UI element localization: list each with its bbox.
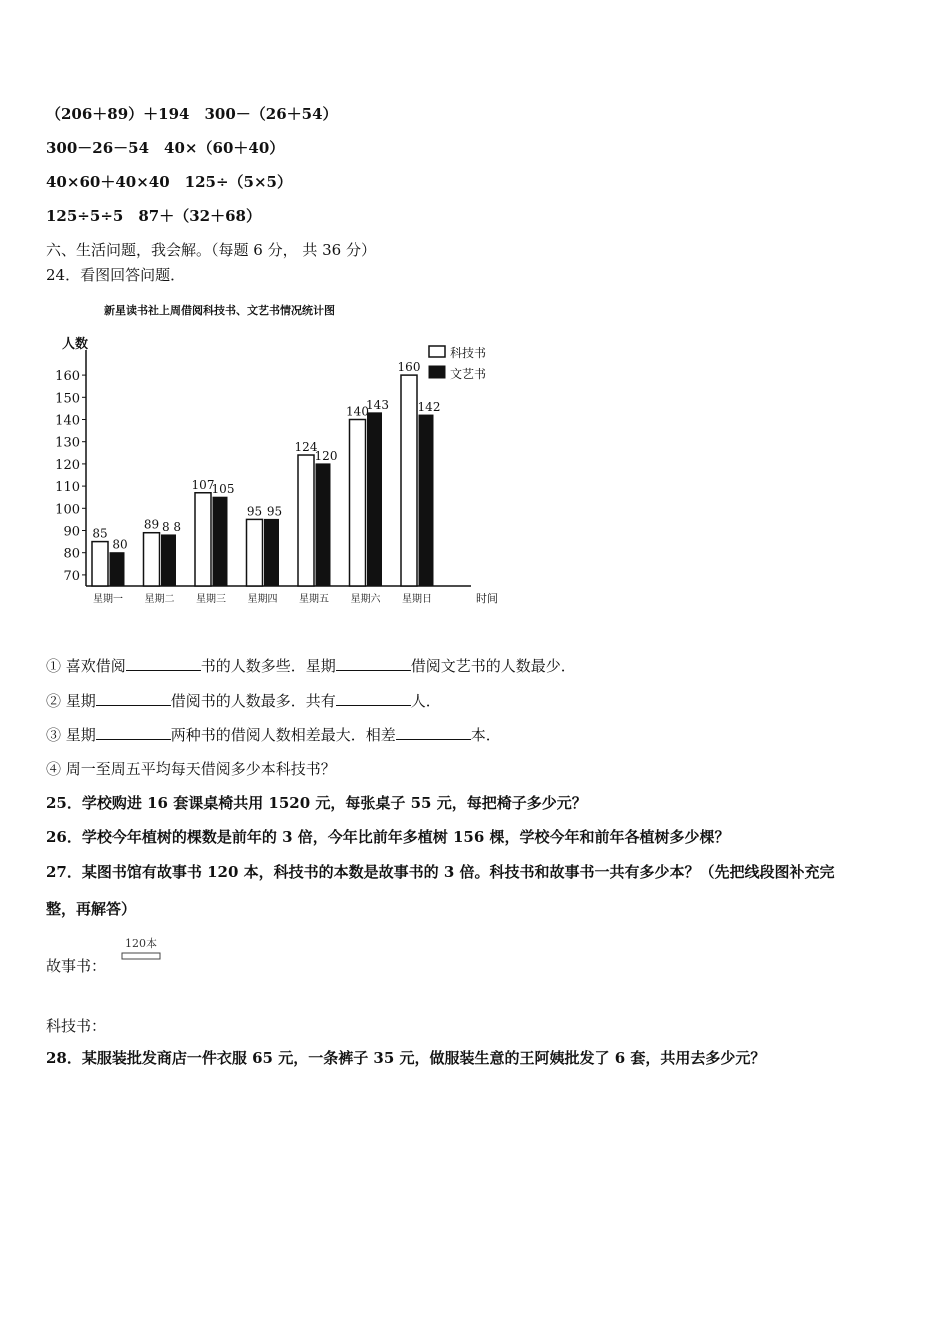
- data-label-literature: 120: [314, 448, 338, 463]
- q24-sub1-text-b: 书的人数多些．星期: [200, 657, 336, 675]
- data-label-science: 85: [92, 526, 108, 541]
- question-24-sub-3: [46, 724, 501, 745]
- science-book-label: 科技书：: [46, 1017, 107, 1035]
- bar-science: [92, 542, 108, 586]
- legend-swatch-literature: [429, 366, 445, 378]
- data-label-literature: 143: [366, 397, 389, 412]
- question-24-title: 24．看图回答问题．: [46, 266, 186, 284]
- calc-row-2: 300－26－54 40×（60＋40）: [46, 139, 285, 157]
- question-24-sub-4: ④ 周一至周五平均每天借阅多少本科技书？: [46, 760, 336, 778]
- calc-row-4: 125÷5÷5 87＋（32＋68）: [46, 207, 261, 225]
- answer-blank[interactable]: [126, 656, 201, 671]
- segment-diagram: [120, 935, 180, 965]
- question-25: 25．学校购进 16 套课桌椅共用 1520 元，每张桌子 55 元，每把椅子多少元？: [46, 794, 587, 812]
- question-24-sub-1: [46, 655, 576, 676]
- x-tick-label: 星期日: [402, 594, 432, 605]
- chart-title: 新星读书社上周借阅科技书、文艺书情况统计图: [104, 304, 335, 317]
- x-tick-label: 星期一: [93, 594, 123, 605]
- answer-blank[interactable]: [336, 656, 411, 671]
- story-book-label: 故事书：: [46, 957, 107, 975]
- data-label-science: 107: [191, 477, 215, 492]
- q24-sub1-text-c: 借阅文艺书的人数最少．: [410, 657, 576, 675]
- bar-science: [298, 455, 314, 586]
- data-label-literature: 80: [112, 537, 128, 552]
- question-28: 28．某服装批发商店一件衣服 65 元，一条裤子 35 元，做服装生意的王阿姨批发了 6 套，共用去多少元？: [46, 1049, 766, 1067]
- bar-literature: [213, 497, 227, 586]
- bar-science: [401, 375, 417, 586]
- bar-literature: [419, 415, 433, 586]
- q24-sub1-text-a: ① 喜欢借阅: [46, 657, 126, 675]
- y-tick-label: 160: [55, 369, 80, 385]
- bar-chart: [46, 298, 516, 618]
- y-tick-label: 110: [55, 480, 80, 496]
- data-label-science: 160: [397, 360, 421, 375]
- bar-literature: [316, 464, 330, 586]
- bar-literature: [265, 519, 279, 586]
- q24-sub2-text-c: 人．: [410, 692, 441, 710]
- bar-literature: [110, 553, 124, 586]
- question-24-sub-2: [46, 690, 441, 711]
- answer-blank[interactable]: [336, 691, 411, 706]
- x-tick-label: 星期三: [196, 594, 226, 605]
- legend-swatch-science: [429, 346, 445, 357]
- x-axis-label: 时间: [476, 592, 498, 605]
- y-tick-label: 140: [55, 413, 80, 429]
- y-tick-label: 80: [63, 546, 80, 562]
- calc-row-3: 40×60＋40×40 125÷（5×5）: [46, 173, 292, 191]
- section-six-heading: 六、生活问题，我会解。（每题 6 分， 共 36 分）: [46, 241, 376, 259]
- legend-label-literature: 文艺书: [450, 367, 487, 381]
- answer-blank[interactable]: [96, 691, 171, 706]
- x-tick-label: 星期二: [144, 594, 175, 605]
- legend-label-science: 科技书: [450, 346, 487, 360]
- bar-literature: [162, 535, 176, 586]
- x-tick-label: 星期六: [350, 594, 381, 605]
- y-axis-label: 人数: [62, 337, 89, 352]
- bar-literature: [368, 413, 382, 586]
- bar-science: [144, 533, 160, 586]
- data-label-science: 124: [294, 440, 318, 455]
- y-tick-label: 100: [55, 502, 80, 518]
- segment-diagram-svg: [120, 935, 180, 965]
- q24-sub2-text-b: 借阅书的人数最多．共有: [170, 692, 336, 710]
- segment-label: 120本: [125, 937, 157, 950]
- data-label-science: 95: [246, 504, 263, 519]
- bar-science: [195, 493, 211, 586]
- question-27-line-1: 27．某图书馆有故事书 120 本，科技书的本数是故事书的 3 倍。科技书和故事书一共有多少本？（先把线段图补充完: [46, 863, 835, 881]
- y-tick-label: 130: [55, 435, 80, 451]
- q24-sub3-text-b: 两种书的借阅人数相差最大．相差: [170, 726, 396, 744]
- question-26: 26．学校今年植树的棵数是前年的 3 倍，今年比前年多植树 156 棵，学校今年和前年各植树多少棵？: [46, 828, 730, 846]
- data-label-science: 140: [346, 404, 369, 419]
- x-tick-label: 星期五: [299, 594, 329, 605]
- data-label-literature: 8 8: [161, 519, 182, 534]
- data-label-literature: 142: [417, 400, 441, 415]
- data-label-literature: 105: [211, 482, 235, 497]
- q24-sub3-text-c: 本．: [470, 726, 501, 744]
- question-27-line-2: 整，再解答）: [46, 900, 137, 918]
- y-tick-label: 90: [63, 524, 80, 540]
- answer-blank[interactable]: [396, 725, 471, 740]
- q24-sub2-text-a: ② 星期: [46, 692, 96, 710]
- bar-science: [247, 519, 263, 586]
- data-label-science: 89: [143, 517, 160, 532]
- bar-science: [350, 420, 366, 587]
- chart-svg: [46, 298, 516, 618]
- calc-row-1: （206＋89）＋194 300－（26＋54）: [46, 105, 338, 123]
- x-tick-label: 星期四: [247, 594, 278, 605]
- y-tick-label: 150: [55, 391, 80, 407]
- y-tick-label: 70: [63, 568, 80, 584]
- q24-sub3-text-a: ③ 星期: [46, 726, 96, 744]
- y-tick-label: 120: [55, 457, 80, 473]
- story-book-segment: [122, 953, 160, 959]
- answer-blank[interactable]: [96, 725, 171, 740]
- data-label-literature: 95: [266, 504, 283, 519]
